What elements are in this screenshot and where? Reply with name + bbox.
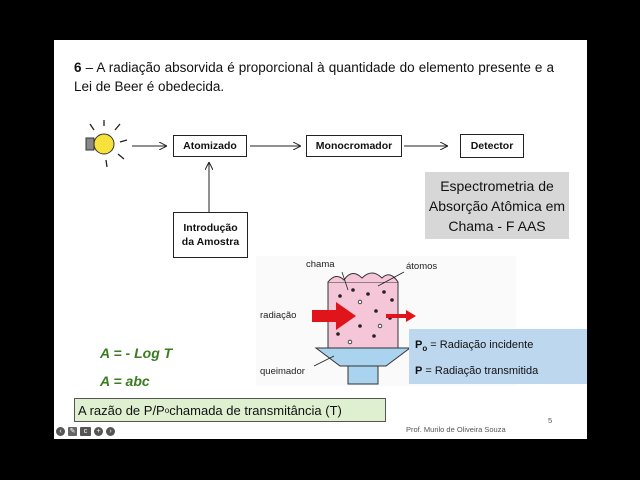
formula-abc: A = abc (100, 373, 150, 389)
transmittance-sub: o (164, 405, 170, 415)
legend-p (415, 360, 581, 382)
transmittance-box (74, 398, 386, 422)
back-icon[interactable]: ‹ (56, 427, 65, 436)
p-symbol: P (415, 365, 423, 378)
label-radiacao: radiação (260, 310, 297, 321)
sample-intro-box (173, 212, 248, 258)
next-icon[interactable]: › (106, 427, 115, 436)
p0-text: = Radiação incidente (427, 339, 534, 351)
p0-sub: o (422, 344, 428, 354)
formula-log: A = - Log T (100, 345, 173, 361)
intro-line2: da Amostra (181, 236, 240, 248)
p-text: = Radiação transmitida (422, 365, 539, 378)
intro-line1: Introdução (183, 222, 238, 234)
pen-icon[interactable]: ✎ (69, 428, 76, 435)
transmittance-after: chamada de transmitância (T) (169, 402, 342, 418)
slide (54, 40, 587, 439)
legend-box (409, 329, 587, 384)
monochromator-label: Monocromador (315, 140, 393, 152)
label-atomos: átomos (406, 261, 438, 272)
item-number: 6 (74, 60, 82, 75)
method-box (425, 172, 569, 239)
heading-text: – A radiação absorvida é proporcional à quantidade do elemento presente e a Lei de Beer é obedecida. (74, 60, 554, 94)
author-credit: Prof. Murilo de Oliveira Souza (406, 425, 506, 434)
atomizer-label: Atomizado (183, 140, 237, 152)
detector-box (460, 134, 524, 158)
legend-p0 (415, 334, 581, 360)
page-number: 5 (548, 416, 553, 425)
p0-symbol: P (415, 339, 423, 351)
detector-label: Detector (470, 140, 514, 152)
label-chama: chama (306, 259, 335, 270)
cc-icon[interactable]: c (80, 427, 91, 436)
zoom-icon[interactable]: + (94, 427, 103, 436)
transmittance-before: A razão de P/P (78, 402, 165, 418)
slide-toolbar (56, 427, 115, 436)
monochromator-box (306, 135, 402, 157)
method-title: Espectrometria de Absorção Atômica em Chama - F AAS (428, 177, 566, 234)
label-queimador: queimador (260, 366, 305, 377)
atomizer-box (173, 135, 247, 157)
